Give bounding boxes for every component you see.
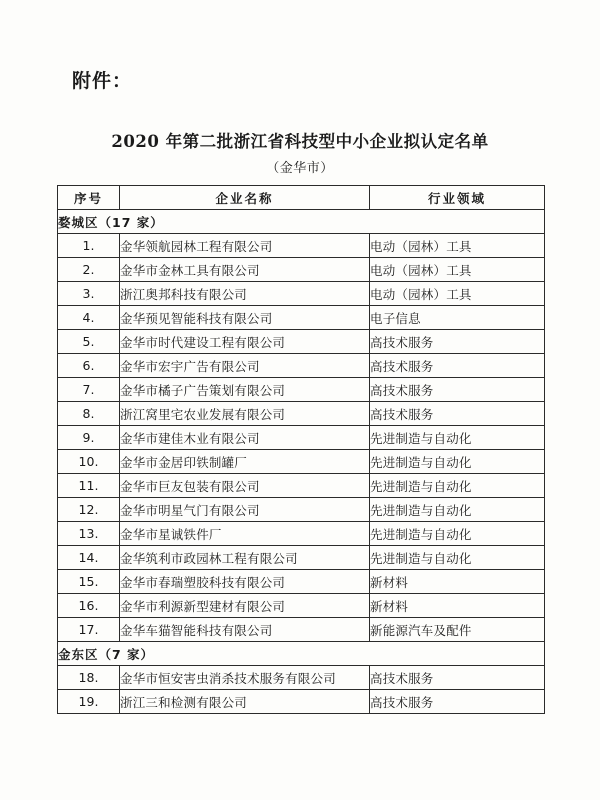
row-enterprise-name: 金华市星诚铁件厂 [120, 522, 370, 546]
row-enterprise-name: 金华市金林工具有限公司 [120, 258, 370, 282]
table-row [58, 234, 545, 258]
row-enterprise-name: 金华市春瑞塑胶科技有限公司 [120, 570, 370, 594]
row-seq: 11. [58, 474, 120, 498]
row-enterprise-name: 金华筑利市政园林工程有限公司 [120, 546, 370, 570]
table-row [58, 354, 545, 378]
table-row [58, 546, 545, 570]
row-industry-field: 电子信息 [370, 306, 545, 330]
row-enterprise-name: 金华市金居印铁制罐厂 [120, 450, 370, 474]
row-seq: 8. [58, 402, 120, 426]
table-row [58, 378, 545, 402]
row-industry-field: 先进制造与自动化 [370, 474, 545, 498]
attachment-label: 附件： [72, 70, 133, 92]
table-row [58, 450, 545, 474]
row-industry-field: 高技术服务 [370, 378, 545, 402]
table-row [58, 522, 545, 546]
table-row [58, 258, 545, 282]
row-enterprise-name: 金华市建佳木业有限公司 [120, 426, 370, 450]
row-seq: 12. [58, 498, 120, 522]
row-industry-field: 电动（园林）工具 [370, 282, 545, 306]
table-row [58, 330, 545, 354]
table-group-row [58, 210, 545, 234]
row-seq: 7. [58, 378, 120, 402]
enterprise-list-table-wrapper [57, 185, 544, 714]
row-enterprise-name: 金华市利源新型建材有限公司 [120, 594, 370, 618]
group-label: 金东区（7 家） [58, 642, 545, 666]
row-enterprise-name: 金华市恒安害虫消杀技术服务有限公司 [120, 666, 370, 690]
row-seq: 18. [58, 666, 120, 690]
table-row [58, 690, 545, 714]
row-seq: 13. [58, 522, 120, 546]
row-industry-field: 电动（园林）工具 [370, 234, 545, 258]
row-enterprise-name: 金华车猫智能科技有限公司 [120, 618, 370, 642]
table-row [58, 306, 545, 330]
table-row [58, 570, 545, 594]
table-row [58, 474, 545, 498]
row-enterprise-name: 金华市时代建设工程有限公司 [120, 330, 370, 354]
row-seq: 16. [58, 594, 120, 618]
table-row [58, 594, 545, 618]
column-header-field: 行业领域 [370, 186, 545, 210]
table-row [58, 618, 545, 642]
row-seq: 3. [58, 282, 120, 306]
row-industry-field: 高技术服务 [370, 690, 545, 714]
row-industry-field: 先进制造与自动化 [370, 450, 545, 474]
row-industry-field: 新能源汽车及配件 [370, 618, 545, 642]
row-seq: 6. [58, 354, 120, 378]
row-industry-field: 高技术服务 [370, 330, 545, 354]
table-row [58, 498, 545, 522]
enterprise-list-table [57, 185, 545, 714]
row-seq: 15. [58, 570, 120, 594]
row-enterprise-name: 金华市宏宇广告有限公司 [120, 354, 370, 378]
row-industry-field: 电动（园林）工具 [370, 258, 545, 282]
table-row [58, 666, 545, 690]
table-row [58, 426, 545, 450]
row-enterprise-name: 金华领航园林工程有限公司 [120, 234, 370, 258]
row-industry-field: 高技术服务 [370, 666, 545, 690]
row-enterprise-name: 浙江三和检测有限公司 [120, 690, 370, 714]
row-seq: 4. [58, 306, 120, 330]
row-industry-field: 先进制造与自动化 [370, 522, 545, 546]
row-industry-field: 高技术服务 [370, 402, 545, 426]
table-row [58, 282, 545, 306]
row-industry-field: 先进制造与自动化 [370, 498, 545, 522]
row-industry-field: 高技术服务 [370, 354, 545, 378]
row-seq: 1. [58, 234, 120, 258]
column-header-seq: 序号 [58, 186, 120, 210]
column-header-name: 企业名称 [120, 186, 370, 210]
row-industry-field: 新材料 [370, 594, 545, 618]
table-group-row [58, 642, 545, 666]
row-industry-field: 先进制造与自动化 [370, 426, 545, 450]
row-industry-field: 新材料 [370, 570, 545, 594]
row-seq: 14. [58, 546, 120, 570]
row-seq: 19. [58, 690, 120, 714]
page-subtitle: （金华市） [266, 161, 334, 176]
row-seq: 17. [58, 618, 120, 642]
table-row [58, 402, 545, 426]
row-enterprise-name: 金华市橘子广告策划有限公司 [120, 378, 370, 402]
row-seq: 10. [58, 450, 120, 474]
row-enterprise-name: 浙江奥邦科技有限公司 [120, 282, 370, 306]
row-seq: 5. [58, 330, 120, 354]
row-enterprise-name: 金华预见智能科技有限公司 [120, 306, 370, 330]
row-enterprise-name: 金华市明星气门有限公司 [120, 498, 370, 522]
page-title: 2020 年第二批浙江省科技型中小企业拟认定名单 [111, 132, 489, 151]
row-seq: 2. [58, 258, 120, 282]
table-header-row [58, 186, 545, 210]
row-enterprise-name: 浙江窝里宅农业发展有限公司 [120, 402, 370, 426]
table-body [58, 210, 545, 714]
row-enterprise-name: 金华市巨友包装有限公司 [120, 474, 370, 498]
group-label: 婺城区（17 家） [58, 210, 545, 234]
row-seq: 9. [58, 426, 120, 450]
row-industry-field: 先进制造与自动化 [370, 546, 545, 570]
